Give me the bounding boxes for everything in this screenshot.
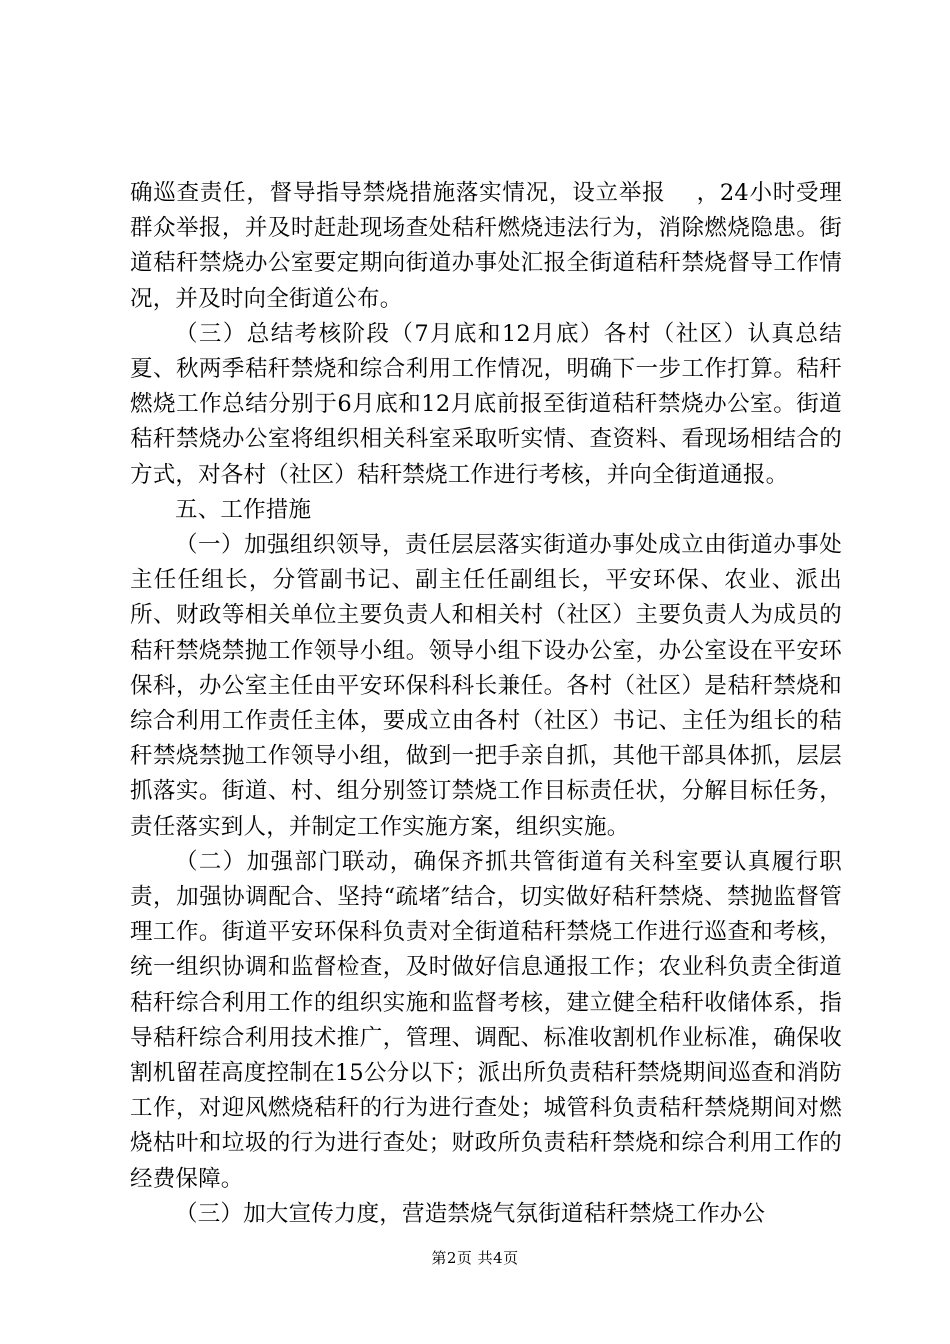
paragraph-publicity: （三）加大宣传力度，营造禁烧气氛街道秸秆禁烧工作办公 (175, 1200, 766, 1227)
document-body (130, 176, 842, 1232)
paragraph-summary-assessment: （三）总结考核阶段（7月底和12月底）各村（社区）认真总结夏、秋两季秸秆禁烧和综合利用工作情况，明确下一步工作打算。秸秆燃烧工作总结分别于6月底和12月底前报至街道秸秆禁烧办公室。街道秸秆禁烧办公室将组织相关科室采取听实情、查资料、看现场相结合的方式，对各村（社区）秸秆禁烧工作进行考核，并向全街道通报。 (130, 320, 842, 488)
paragraph-inspection-duties: 确巡查责任，督导指导禁烧措施落实情况，设立举报 ，24小时受理群众举报，并及时赶赴现场查处秸秆燃烧违法行为，消除燃烧隐患。街道秸秆禁烧办公室要定期向街道办事处汇报全街道秸秆禁烧督导工作情况，并及时向全街道公布。 (130, 180, 842, 312)
section-heading-measures: 五、工作措施 (175, 496, 312, 523)
paragraph-department-coordination: （二）加强部门联动，确保齐抓共管街道有关科室要认真履行职责，加强协调配合、坚持“疏堵″结合，切实做好秸秆禁烧、禁抛监督管理工作。街道平安环保科负责对全街道秸秆禁烧工作进行巡查和考核，统一组织协调和监督检查，及时做好信息通报工作；农业科负责全街道秸秆综合利用工作的组织实施和监督考核，建立健全秸秆收储体系，指导秸秆综合利用技术推广，管理、调配、标准收割机作业标准，确保收割机留茬高度控制在15公分以下；派出所负责秸秆禁烧期间巡查和消防工作，对迎风燃烧秸秆的行为进行查处；城管科负责秸秆禁烧期间对燃烧枯叶和垃圾的行为进行查处；财政所负责秸秆禁烧和综合利用工作的经费保障。 (130, 848, 842, 1192)
paragraph-organization-leadership: （一）加强组织领导，责任层层落实街道办事处成立由街道办事处主任任组长，分管副书记、副主任任副组长，平安环保、农业、派出所、财政等相关单位主要负责人和相关村（社区）主要负责人为成员的秸秆禁烧禁抛工作领导小组。领导小组下设办公室，办公室设在平安环保科，办公室主任由平安环保科科长兼任。各村（社区）是秸秆禁烧和综合利用工作责任主体，要成立由各村（社区）书记、主任为组长的秸秆禁烧禁抛工作领导小组，做到一把手亲自抓，其他干部具体抓，层层抓落实。街道、村、组分别签订禁烧工作目标责任状，分解目标任务，责任落实到人，并制定工作实施方案，组织实施。 (130, 532, 842, 840)
page-footer: 第2页 共4页 (431, 1249, 519, 1267)
